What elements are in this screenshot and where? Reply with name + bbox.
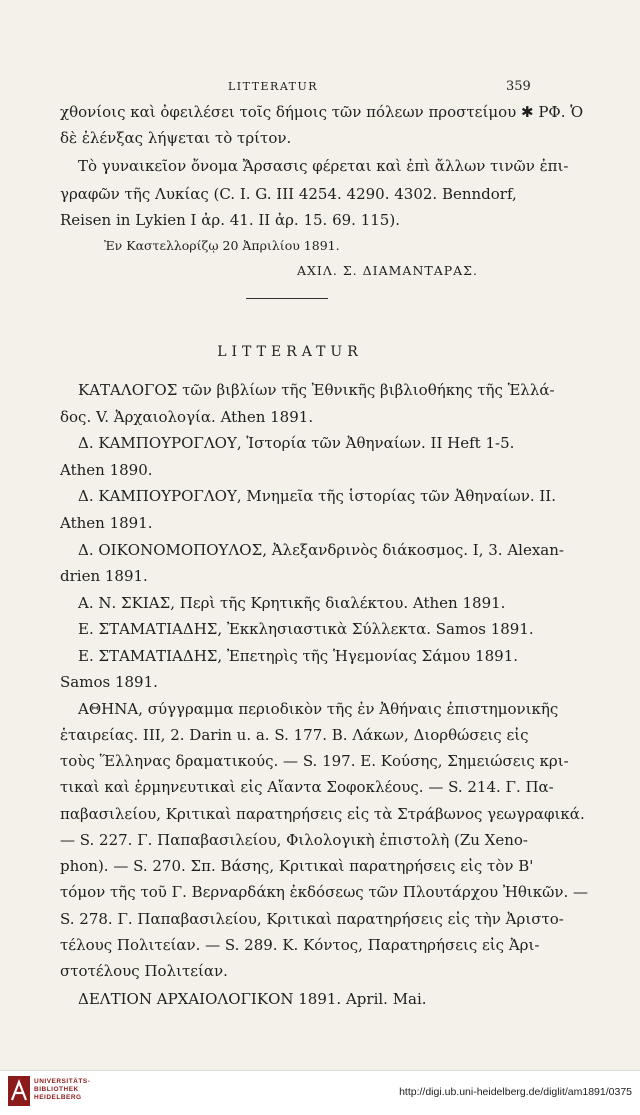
library-name-line: HEIDELBERG xyxy=(34,1094,82,1101)
bibliography-line: ἑταιρείας. III, 2. Darin u. a. S. 177. Β. Λάκων, Διορθώσεις εἰς xyxy=(60,726,529,744)
section-title: LITTERATUR xyxy=(217,344,363,360)
page-number: 359 xyxy=(506,79,531,94)
divider-rule xyxy=(246,298,328,299)
bibliography-line: ΔΕΛΤΙΟΝ ΑΡΧΑΙΟΛΟΓΙΚΟΝ 1891. April. Mai. xyxy=(78,990,427,1008)
place-date: Ἐν Καστελλορίζῳ 20 Ἀπριλίου 1891. xyxy=(104,238,340,253)
bibliography-line: Athen 1891. xyxy=(60,514,153,532)
bibliography-line: Athen 1890. xyxy=(60,461,153,479)
bibliography-line: ΑΘΗΝΑ, σύγγραμμα περιοδικὸν τῆς ἐν Ἀθήναις ἐπιστημονικῆς xyxy=(78,700,559,718)
bibliography-line: Δ. ΚΑΜΠΟΥΡΟΓΛΟΥ, Μνημεῖα τῆς ἱστορίας τῶν Ἀθηναίων. II. xyxy=(78,487,556,505)
bibliography-line: — S. 227. Γ. Παπαβασιλείου, Φιλολογικὴ ἐπιστολὴ (Zu Xeno- xyxy=(60,831,528,849)
bibliography-line: Α. Ν. ΣΚΙΑΣ, Περὶ τῆς Κρητικῆς διαλέκτου. Athen 1891. xyxy=(78,594,506,612)
bibliography-line: παβασιλείου, Κριτικαὶ παρατηρήσεις εἰς τὰ Στράβωνος γεωγραφικά. xyxy=(60,805,585,823)
bibliography-line: δος. V. Ἀρχαιολογία. Athen 1891. xyxy=(60,408,314,426)
bibliography-line: τικαὶ καὶ ἑρμηνευτικαὶ εἰς Αἴαντα Σοφοκλέους. — S. 214. Γ. Πα- xyxy=(60,778,554,796)
bibliography-line: Ε. ΣΤΑΜΑΤΙΑΔΗΣ, Ἐπετηρὶς τῆς Ἡγεμονίας Σάμου 1891. xyxy=(78,647,519,665)
library-logo-icon xyxy=(8,1076,30,1106)
library-name-line: BIBLIOTHEK xyxy=(34,1086,79,1093)
author-signature: ΑΧΙΛ. Σ. ΔΙΑΜΑΝΤΑΡΑΣ. xyxy=(297,263,478,278)
article-line: δὲ ἐλένξας λήψεται τὸ τρίτον. xyxy=(60,129,292,147)
bibliography-line: τέλους Πολιτείαν. — S. 289. Κ. Κόντος, Παρατηρήσεις εἰς Ἀρι- xyxy=(60,936,540,954)
library-name xyxy=(34,1078,90,1102)
bibliography-line: ΚΑΤΑΛΟΓΟΣ τῶν βιβλίων τῆς Ἐθνικῆς βιβλιοθήκης τῆς Ἑλλά- xyxy=(78,381,555,399)
bibliography-line: στοτέλους Πολιτείαν. xyxy=(60,962,228,980)
running-head: LITTERATUR xyxy=(228,80,319,93)
bibliography-line: τοὺς Ἕλληνας δραματικούς. — S. 197. Ε. Κούσης, Σημειώσεις κρι- xyxy=(60,752,569,770)
bibliography-line: Samos 1891. xyxy=(60,673,158,691)
article-line: γραφῶν τῆς Λυκίας (C. I. G. III 4254. 4290. 4302. Benndorf, xyxy=(60,185,517,203)
source-url-link[interactable]: http://digi.ub.uni-heidelberg.de/diglit/am1891/0375 xyxy=(399,1086,632,1098)
bibliography-line: τόμον τῆς τοῦ Γ. Βερναρδάκη ἐκδόσεως τῶν Πλουτάρχου Ἠθικῶν. — xyxy=(60,883,589,901)
bibliography-line: S. 278. Γ. Παπαβασιλείου, Κριτικαὶ παρατηρήσεις εἰς τὴν Ἀριστο- xyxy=(60,910,564,928)
library-name-line: UNIVERSITÄTS- xyxy=(34,1078,91,1085)
bibliography-line: Δ. ΚΑΜΠΟΥΡΟΓΛΟΥ, Ἱστορία τῶν Ἀθηναίων. II Heft 1-5. xyxy=(78,434,515,452)
article-line: Reisen in Lykien I ἀρ. 41. II ἀρ. 15. 69. 115). xyxy=(60,211,400,229)
bibliography-line: phon). — S. 270. Σπ. Βάσης, Κριτικαὶ παρατηρήσεις εἰς τὸν Β' xyxy=(60,857,534,875)
article-line: Τὸ γυναικεῖον ὄνομα Ἄρσασις φέρεται καὶ ἐπὶ ἄλλων τινῶν ἐπι- xyxy=(78,157,569,175)
bibliography-line: Ε. ΣΤΑΜΑΤΙΑΔΗΣ, Ἐκκλησιαστικὰ Σύλλεκτα. Samos 1891. xyxy=(78,620,534,638)
article-line: χθονίοις καὶ ὀφειλέσει τοῖς δήμοις τῶν πόλεων προστείμου ✱ ΡΦ. Ὁ xyxy=(60,103,584,121)
bibliography-line: Δ. ΟΙΚΟΝΟΜΟΠΟΥΛΟΣ, Ἀλεξανδρινὸς διάκοσμος. I, 3. Alexan- xyxy=(78,541,564,559)
bibliography-line: drien 1891. xyxy=(60,567,148,585)
